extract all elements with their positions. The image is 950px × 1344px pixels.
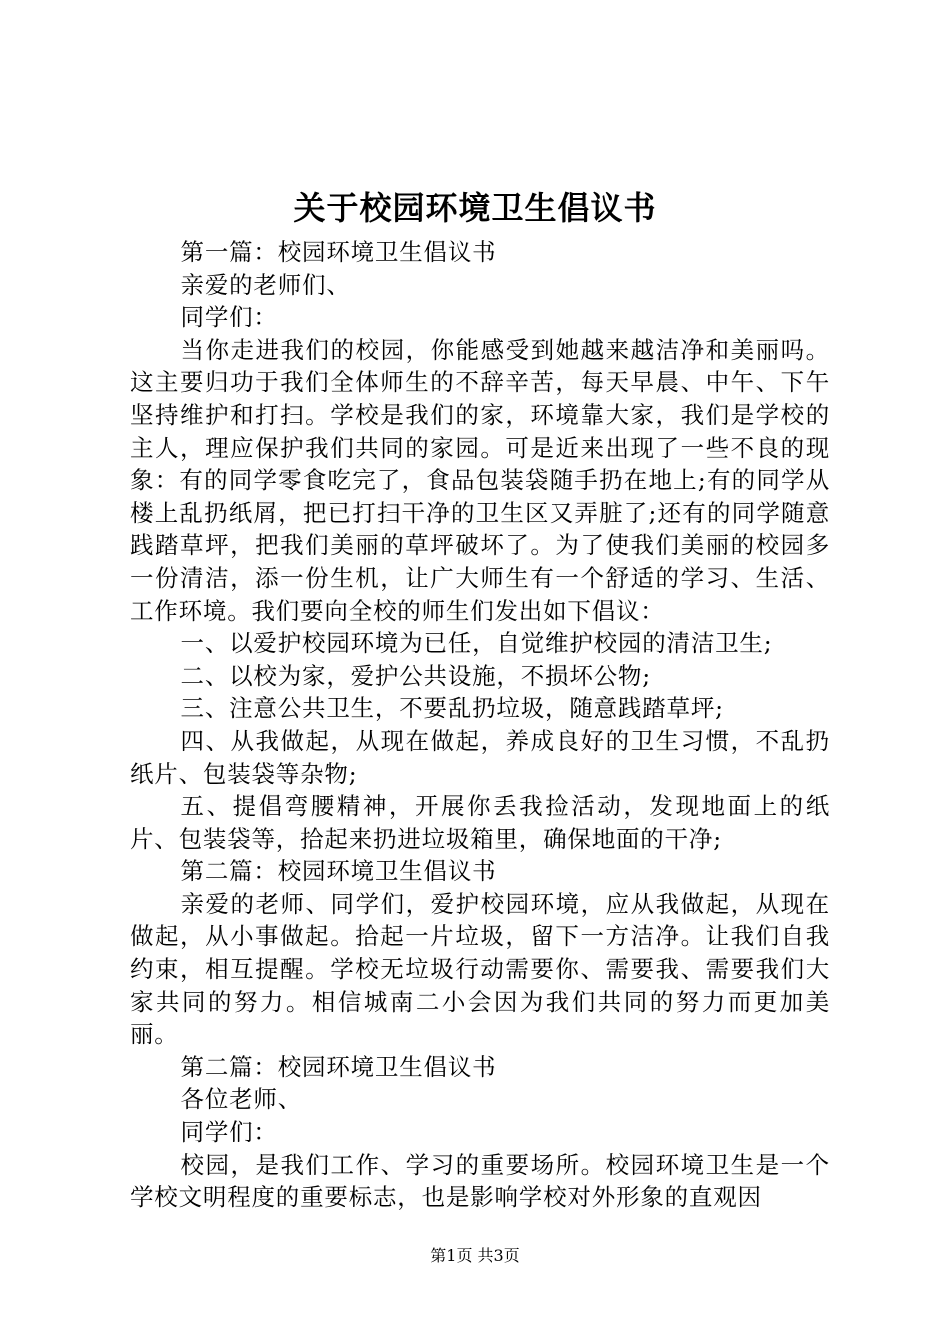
salutation-line-2: 同学们： [180,303,278,332]
document-body [130,236,830,1214]
document-title: 关于校园环境卫生倡议书 [293,189,657,227]
proposal-item-5: 五、提倡弯腰精神，开展你丢我捡活动，发现地面上的纸片、包装袋等，拾起来扔进垃圾箱里，确保地面的干净; [130,792,830,853]
body-paragraph: 亲爱的老师、同学们，爱护校园环境，应从我做起，从现在做起，从小事做起。拾起一片垃圾，留下一方洁净。让我们自我约束，相互提醒。学校无垃圾行动需要你、需要我、需要我们大家共同的努力。相信城南二小会因为我们共同的努力而更加美丽。 [130,889,830,1049]
salutation-line-3: 各位老师、 [180,1085,303,1114]
proposal-item-3: 三、注意公共卫生，不要乱扔垃圾，随意践踏草坪; [180,694,724,723]
page-footer: 第1页 共3页 [430,1246,520,1265]
section-heading-3: 第二篇：校园环境卫生倡议书 [180,1052,497,1081]
proposal-item-1: 一、以爱护校园环境为已任，自觉维护校园的清洁卫生; [180,629,773,658]
body-paragraph: 当你走进我们的校园，你能感受到她越来越洁净和美丽吗。这主要归功于我们全体师生的不辞辛苦，每天早晨、中午、下午坚持维护和打扫。学校是我们的家，环境靠大家，我们是学校的主人，理应保护我们共同的家园。可是近来出现了一些不良的现象：有的同学零食吃完了，食品包装袋随手扔在地上;有的同学从楼上乱扔纸屑，把已打扫干净的卫生区又弄脏了;还有的同学随意践踏草坪，把我们美丽的草坪破坏了。为了使我们美丽的校园多一份清洁，添一份生机，让广大师生有一个舒适的学习、生活、工作环境。我们要向全校的师生们发出如下倡议： [130,335,830,625]
salutation-line-4: 同学们： [180,1118,278,1147]
section-heading-1: 第一篇：校园环境卫生倡议书 [180,238,497,266]
proposal-item-4: 四、从我做起，从现在做起，养成良好的卫生习惯，不乱扔纸片、包装袋等杂物; [130,726,830,788]
salutation-line-1: 亲爱的老师们、 [180,270,351,299]
body-paragraph: 校园，是我们工作、学习的重要场所。校园环境卫生是一个学校文明程度的重要标志，也是影响学校对外形象的直观因 [130,1150,830,1212]
section-heading-2: 第二篇：校园环境卫生倡议书 [180,857,497,886]
proposal-item-2: 二、以校为家，爱护公共设施，不损坏公物; [180,661,651,690]
